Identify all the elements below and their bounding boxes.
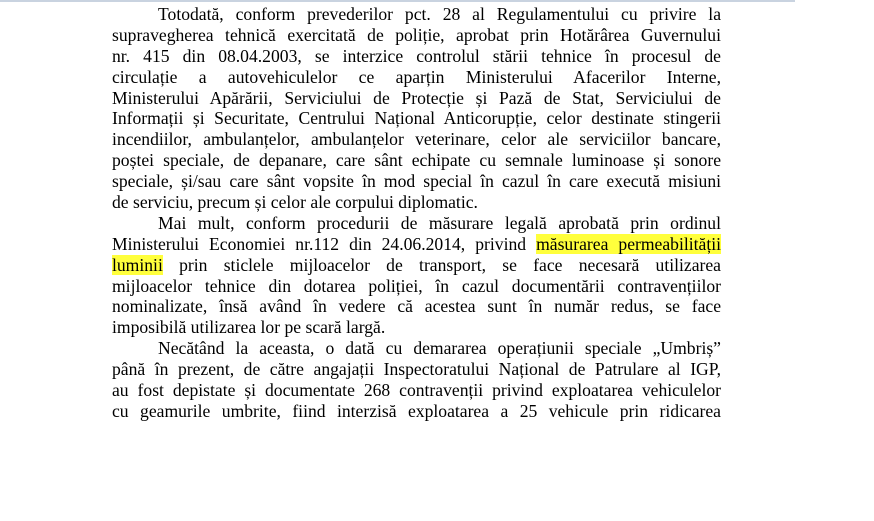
text-line: incendiilor, ambulanțelor, ambulanțelor veterinare, celor ale serviciilor bancare,	[112, 129, 721, 150]
paragraph-1	[112, 4, 721, 213]
text-line: nr. 415 din 08.04.2003, se interzice controlul stării tehnice în procesul de	[112, 45, 721, 66]
text-line: speciale, și/sau care sânt vopsite în mod special în cazul în care execută misiuni	[112, 171, 721, 192]
paragraph-2	[112, 213, 721, 338]
highlighted-text: măsurarea permeabilității	[536, 233, 721, 254]
text-line: circulație a autovehiculelor ce aparțin Ministerului Afacerilor Interne,	[112, 66, 721, 87]
text-segment: Ministerului Economiei nr.112 din 24.06.2014, privind	[112, 233, 537, 254]
text-segment: prin sticlele mijloacelor de transport, se face necesară utilizarea	[162, 254, 721, 275]
text-line: Mai mult, conform procedurii de măsurare legală aprobată prin ordinul	[158, 212, 721, 233]
highlighted-text: luminii	[112, 254, 163, 275]
text-line	[112, 234, 721, 255]
text-line: Informații și Securitate, Centrului Național Anticorupție, celor destinate stingerii	[112, 108, 721, 129]
text-line: imposibilă utilizarea lor pe scară largă.	[112, 317, 386, 338]
text-line: Totodată, conform prevederilor pct. 28 al Regulamentului cu privire la	[158, 4, 721, 24]
text-line: au fost depistate și documentate 268 contravenții privind exploatarea vehiculelor	[112, 380, 721, 401]
text-line: mijloacelor tehnice din dotarea poliției, în cazul documentării contravențiilor	[112, 275, 721, 296]
text-line: cu geamurile umbrite, fiind interzisă exploatarea a 25 vehicule prin ridicarea	[112, 400, 721, 421]
paragraph-3	[112, 338, 721, 422]
text-line: până în prezent, de către angajații Inspectoratului Național de Patrulare al IGP,	[112, 359, 721, 380]
document-body	[112, 4, 721, 422]
top-border-line	[0, 0, 795, 2]
text-line	[112, 255, 721, 276]
text-line: nominalizate, însă având în vedere că acestea sunt în număr redus, se face	[112, 296, 721, 317]
text-line: Ministerului Apărării, Serviciului de Protecție și Pază de Stat, Serviciului de	[112, 87, 721, 108]
text-line: poștei speciale, de depanare, care sânt echipate cu semnale luminoase și sonore	[112, 150, 721, 171]
text-line: Necătând la aceasta, o dată cu demararea operațiunii speciale „Umbriș”	[158, 338, 721, 359]
text-line: supravegherea tehnică exercitată de poliție, aprobat prin Hotărârea Guvernului	[112, 24, 721, 45]
text-line: de serviciu, precum și celor ale corpului diplomatic.	[112, 192, 478, 213]
